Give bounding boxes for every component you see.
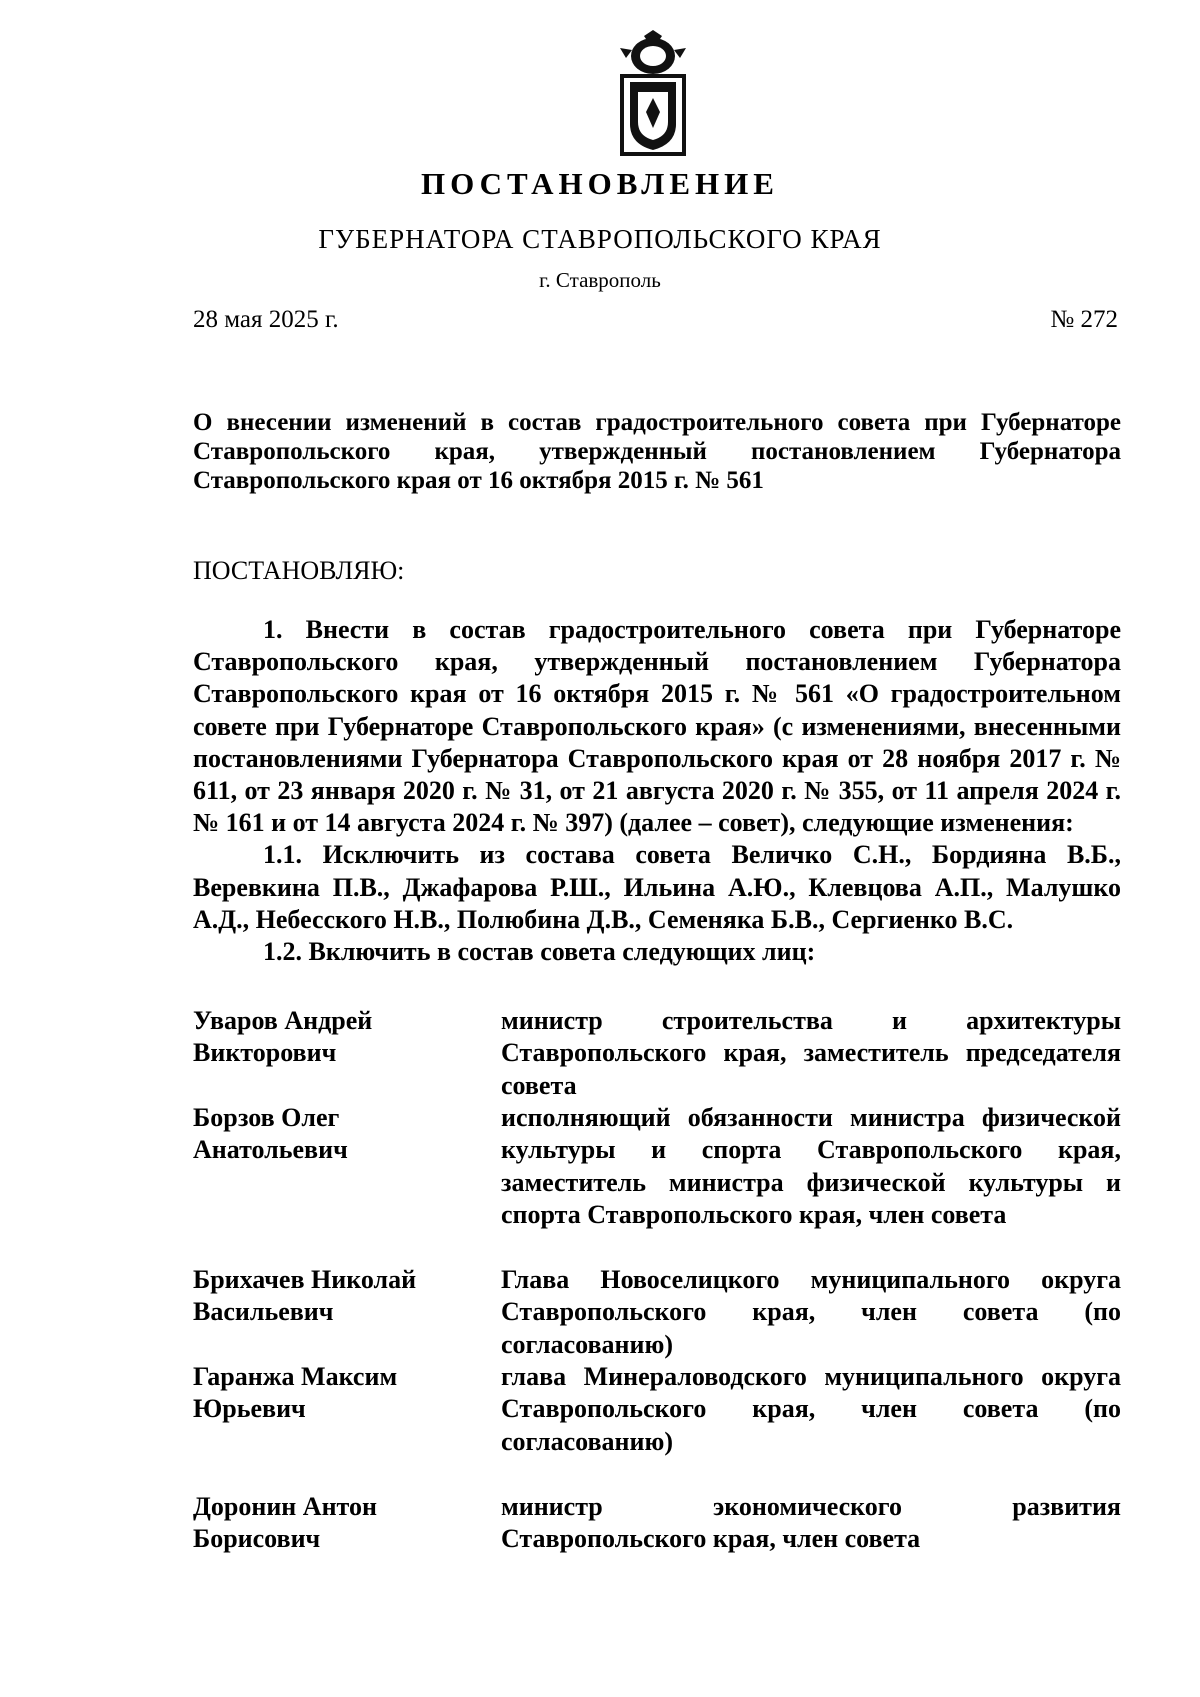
member-name xyxy=(193,1491,501,1561)
member-row xyxy=(193,1102,1121,1264)
paragraph-1-1: 1.1. Исключить из состава совета Величко С.Н., Бордияна В.Б., Веревкина П.В., Джафарова Р.Ш., Ильина А.Ю., Клевцова А.П., Малушко А.Д., Небесского Н.В., Полюбина Д.В., Семеняка Б.В., Сергиенко В.С. xyxy=(193,840,1121,934)
member-row xyxy=(193,1005,1121,1102)
member-role: Глава Новоселицкого муниципального округа Ставропольского края, член совета (по согласованию) xyxy=(501,1265,1121,1359)
members-list xyxy=(193,1005,1121,1561)
member-name-patronymic: Викторович xyxy=(193,1038,337,1068)
member-name xyxy=(193,1102,501,1264)
member-row xyxy=(193,1264,1121,1361)
paragraph-1: 1. Внести в состав градостроительного совета при Губернаторе Ставропольского края, утвержденный постановлением Губернатора Ставропольского края от 16 октября 2015 г. № 561 «О градостроительном совете при Губернаторе Ставропольского края» (с изменениями, внесенными постановлениями Губернатора Ставропольского края от 28 ноября 2017 г. № 611, от 23 января 2020 г. № 31, от 21 августа 2020 г. № 355, от 11 апреля 2024 г. № 161 и от 14 августа 2024 г. № 397) (далее – совет), следующие изменения: xyxy=(193,615,1121,838)
paragraph-1-2: 1.2. Включить в состав совета следующих лиц: xyxy=(263,937,816,967)
member-row xyxy=(193,1491,1121,1561)
member-name-first: Брихачев Николай xyxy=(193,1265,417,1294)
document-date: 28 мая 2025 г. xyxy=(193,306,339,333)
member-name xyxy=(193,1361,501,1491)
member-name-patronymic: Юрьевич xyxy=(193,1394,306,1424)
member-role: глава Минераловодского муниципального округа Ставропольского края, член совета (по согласованию) xyxy=(501,1362,1121,1456)
document-authority: ГУБЕРНАТОРА СТАВРОПОЛЬСКОГО КРАЯ xyxy=(318,224,882,254)
member-name-first: Уваров Андрей xyxy=(193,1006,373,1035)
member-name xyxy=(193,1264,501,1361)
member-name-first: Доронин Антон xyxy=(193,1492,377,1521)
member-role: министр экономического развития Ставропольского края, член совета xyxy=(501,1492,1121,1554)
document-title: ПОСТАНОВЛЕНИЕ xyxy=(421,166,779,201)
member-name-patronymic: Васильевич xyxy=(193,1297,334,1327)
member-name-first: Гаранжа Максим xyxy=(193,1362,398,1391)
document-body xyxy=(193,614,1121,968)
document-city: г. Ставрополь xyxy=(539,268,661,292)
member-role: министр строительства и архитектуры Ставропольского края, заместитель председателя совета xyxy=(501,1006,1121,1100)
member-name xyxy=(193,1005,501,1102)
member-name-first: Борзов Олег xyxy=(193,1103,340,1132)
member-row xyxy=(193,1361,1121,1491)
member-role: исполняющий обязанности министра физической культуры и спорта Ставропольского края, заместитель министра физической культуры и спорта Ставропольского края, член совета xyxy=(501,1103,1121,1230)
document-subject: О внесении изменений в состав градостроительного совета при Губернаторе Ставропольского края, утвержденный постановлением Губернатора Ставропольского края от 16 октября 2015 г. № 561 xyxy=(193,409,1121,494)
member-name-patronymic: Борисович xyxy=(193,1524,321,1554)
document-number: № 272 xyxy=(1050,306,1118,333)
stavropol-coat-of-arms-icon xyxy=(618,28,688,160)
decree-word: ПОСТАНОВЛЯЮ: xyxy=(193,556,405,585)
member-name-patronymic: Анатольевич xyxy=(193,1135,348,1165)
